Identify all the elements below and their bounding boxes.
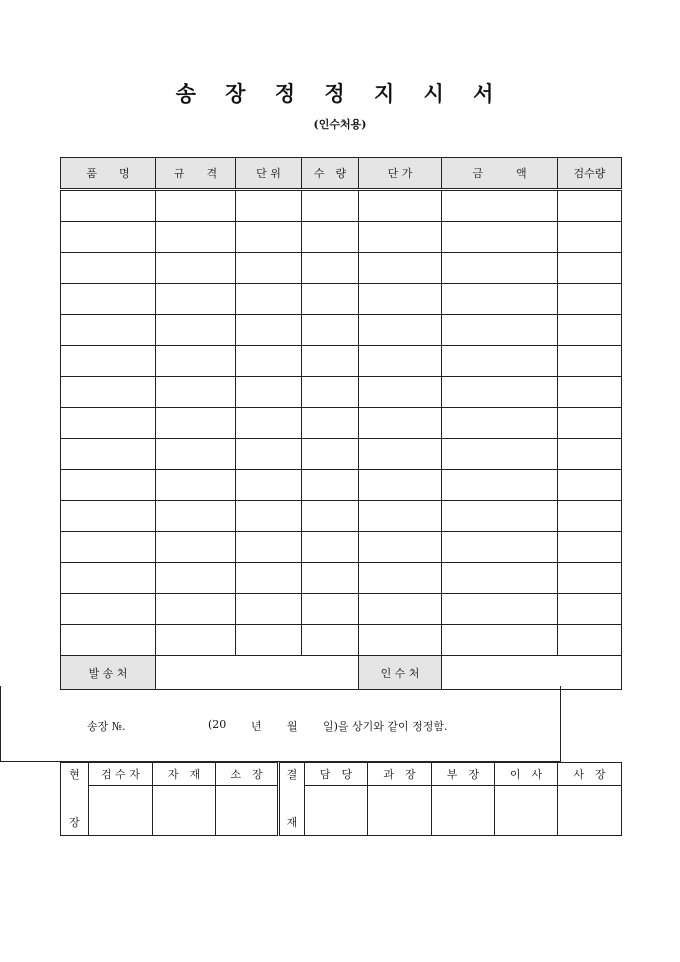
table-row [61,222,622,253]
table-row [61,190,622,222]
table-cell[interactable] [302,594,359,625]
signature-box[interactable] [89,786,153,836]
table-cell[interactable] [442,346,558,377]
table-row [61,625,622,656]
table-cell[interactable] [156,222,236,253]
table-cell[interactable] [442,625,558,656]
table-cell[interactable] [61,501,156,532]
table-cell[interactable] [236,408,302,439]
table-cell[interactable] [236,594,302,625]
table-cell[interactable] [61,470,156,501]
table-cell[interactable] [442,470,558,501]
table-cell[interactable] [558,408,622,439]
table-cell[interactable] [359,346,442,377]
header-inspected-qty: 검수량 [558,158,622,190]
table-cell[interactable] [359,253,442,284]
table-cell[interactable] [302,253,359,284]
signature-box[interactable] [153,786,216,836]
table-cell[interactable] [558,253,622,284]
table-cell[interactable] [61,563,156,594]
table-cell[interactable] [359,625,442,656]
table-cell[interactable] [302,501,359,532]
table-cell[interactable] [302,222,359,253]
table-cell[interactable] [359,501,442,532]
header-unit: 단 위 [236,158,302,190]
table-cell[interactable] [558,315,622,346]
table-cell[interactable] [156,532,236,563]
table-cell[interactable] [156,501,236,532]
approval-col-dept-head: 부 장 [432,763,495,786]
table-cell[interactable] [359,190,442,222]
document-title: 송 장 정 정 지 시 서 [175,81,505,106]
table-cell[interactable] [236,625,302,656]
table-cell[interactable] [558,377,622,408]
table-cell[interactable] [61,315,156,346]
table-cell[interactable] [236,439,302,470]
table-cell[interactable] [156,563,236,594]
table-cell[interactable] [236,346,302,377]
table-cell[interactable] [359,563,442,594]
table-cell[interactable] [558,190,622,222]
table-cell[interactable] [61,222,156,253]
table-cell[interactable] [156,594,236,625]
table-cell[interactable] [442,408,558,439]
table-cell[interactable] [359,377,442,408]
table-cell[interactable] [302,625,359,656]
table-cell[interactable] [236,470,302,501]
site-col-materials: 자 재 [153,763,216,786]
table-cell[interactable] [359,315,442,346]
table-cell[interactable] [302,470,359,501]
table-cell[interactable] [359,284,442,315]
table-cell[interactable] [61,625,156,656]
table-cell[interactable] [156,470,236,501]
table-cell[interactable] [558,346,622,377]
signature-box[interactable] [368,786,432,836]
items-table [60,157,622,690]
table-cell[interactable] [302,346,359,377]
signature-table [60,762,622,836]
table-cell[interactable] [302,315,359,346]
table-row [61,470,622,501]
signature-box[interactable] [495,786,558,836]
ship-from-label: 발 송 처 [61,656,156,690]
table-cell[interactable] [156,315,236,346]
table-cell[interactable] [442,253,558,284]
table-cell[interactable] [442,501,558,532]
table-row [61,284,622,315]
table-cell[interactable] [302,284,359,315]
header-item-name: 품 명 [61,158,156,190]
table-cell[interactable] [558,501,622,532]
correction-note [0,686,561,762]
table-cell[interactable] [442,190,558,222]
table-cell[interactable] [442,284,558,315]
date-open: (20 [208,718,227,731]
table-cell[interactable] [359,470,442,501]
month-label: 월 [287,720,298,733]
table-cell[interactable] [236,532,302,563]
table-cell[interactable] [558,594,622,625]
table-cell[interactable] [558,470,622,501]
table-cell[interactable] [558,625,622,656]
table-cell[interactable] [236,222,302,253]
invoice-number-label: 송장 №. [87,720,126,733]
table-cell[interactable] [61,439,156,470]
table-cell[interactable] [302,439,359,470]
year-label: 년 [251,720,262,733]
site-col-inspector: 검 수 자 [89,763,153,786]
table-row [61,253,622,284]
table-cell[interactable] [359,408,442,439]
table-cell[interactable] [236,563,302,594]
table-cell[interactable] [442,532,558,563]
signature-box[interactable] [432,786,495,836]
table-row [61,532,622,563]
table-cell[interactable] [302,408,359,439]
table-cell[interactable] [61,532,156,563]
table-cell[interactable] [156,253,236,284]
table-cell[interactable] [442,439,558,470]
site-col-director: 소 장 [216,763,279,786]
approval-col-section-chief: 과 장 [368,763,432,786]
table-cell[interactable] [302,532,359,563]
table-row [61,501,622,532]
table-cell[interactable] [442,222,558,253]
header-unit-price: 단 가 [359,158,442,190]
table-cell[interactable] [156,625,236,656]
header-amount: 금 액 [442,158,558,190]
table-cell[interactable] [61,346,156,377]
table-cell[interactable] [442,563,558,594]
table-cell[interactable] [156,377,236,408]
table-cell[interactable] [442,377,558,408]
table-row [61,315,622,346]
table-cell[interactable] [61,190,156,222]
table-cell[interactable] [156,346,236,377]
header-quantity: 수 량 [302,158,359,190]
document-subtitle: (인수처용) [313,118,367,131]
day-text: 일)을 상기와 같이 정정함. [323,720,448,733]
table-row [61,377,622,408]
approval-col-president: 사 장 [558,763,622,786]
table-cell[interactable] [156,284,236,315]
table-row [61,346,622,377]
signature-box[interactable] [305,786,368,836]
table-cell[interactable] [236,190,302,222]
table-cell[interactable] [302,377,359,408]
header-spec: 규 격 [156,158,236,190]
table-row [61,563,622,594]
table-cell[interactable] [558,532,622,563]
table-cell[interactable] [236,253,302,284]
table-cell[interactable] [558,563,622,594]
table-row [61,594,622,625]
table-cell[interactable] [156,190,236,222]
table-cell[interactable] [61,377,156,408]
table-cell[interactable] [442,315,558,346]
table-row [61,439,622,470]
table-cell[interactable] [558,222,622,253]
table-cell[interactable] [236,501,302,532]
table-cell[interactable] [61,594,156,625]
approval-col-staff: 담 당 [305,763,368,786]
table-cell[interactable] [236,377,302,408]
table-cell[interactable] [558,284,622,315]
approval-col-director: 이 사 [495,763,558,786]
signature-box[interactable] [558,786,622,836]
table-cell[interactable] [359,532,442,563]
table-cell[interactable] [359,222,442,253]
signature-box[interactable] [216,786,279,836]
site-side-label: 현 장 [61,763,89,836]
table-cell[interactable] [302,563,359,594]
ship-from-field[interactable] [156,656,359,690]
table-cell[interactable] [236,284,302,315]
table-cell[interactable] [61,408,156,439]
table-cell[interactable] [359,594,442,625]
table-row [61,408,622,439]
table-cell[interactable] [359,439,442,470]
table-cell[interactable] [236,315,302,346]
receiver-label: 인 수 처 [359,656,442,690]
table-cell[interactable] [302,190,359,222]
receiver-field[interactable] [442,656,622,690]
table-cell[interactable] [156,408,236,439]
approval-side-label: 결 재 [279,763,305,836]
table-cell[interactable] [442,594,558,625]
table-cell[interactable] [61,284,156,315]
table-cell[interactable] [558,439,622,470]
table-cell[interactable] [61,253,156,284]
table-cell[interactable] [156,439,236,470]
